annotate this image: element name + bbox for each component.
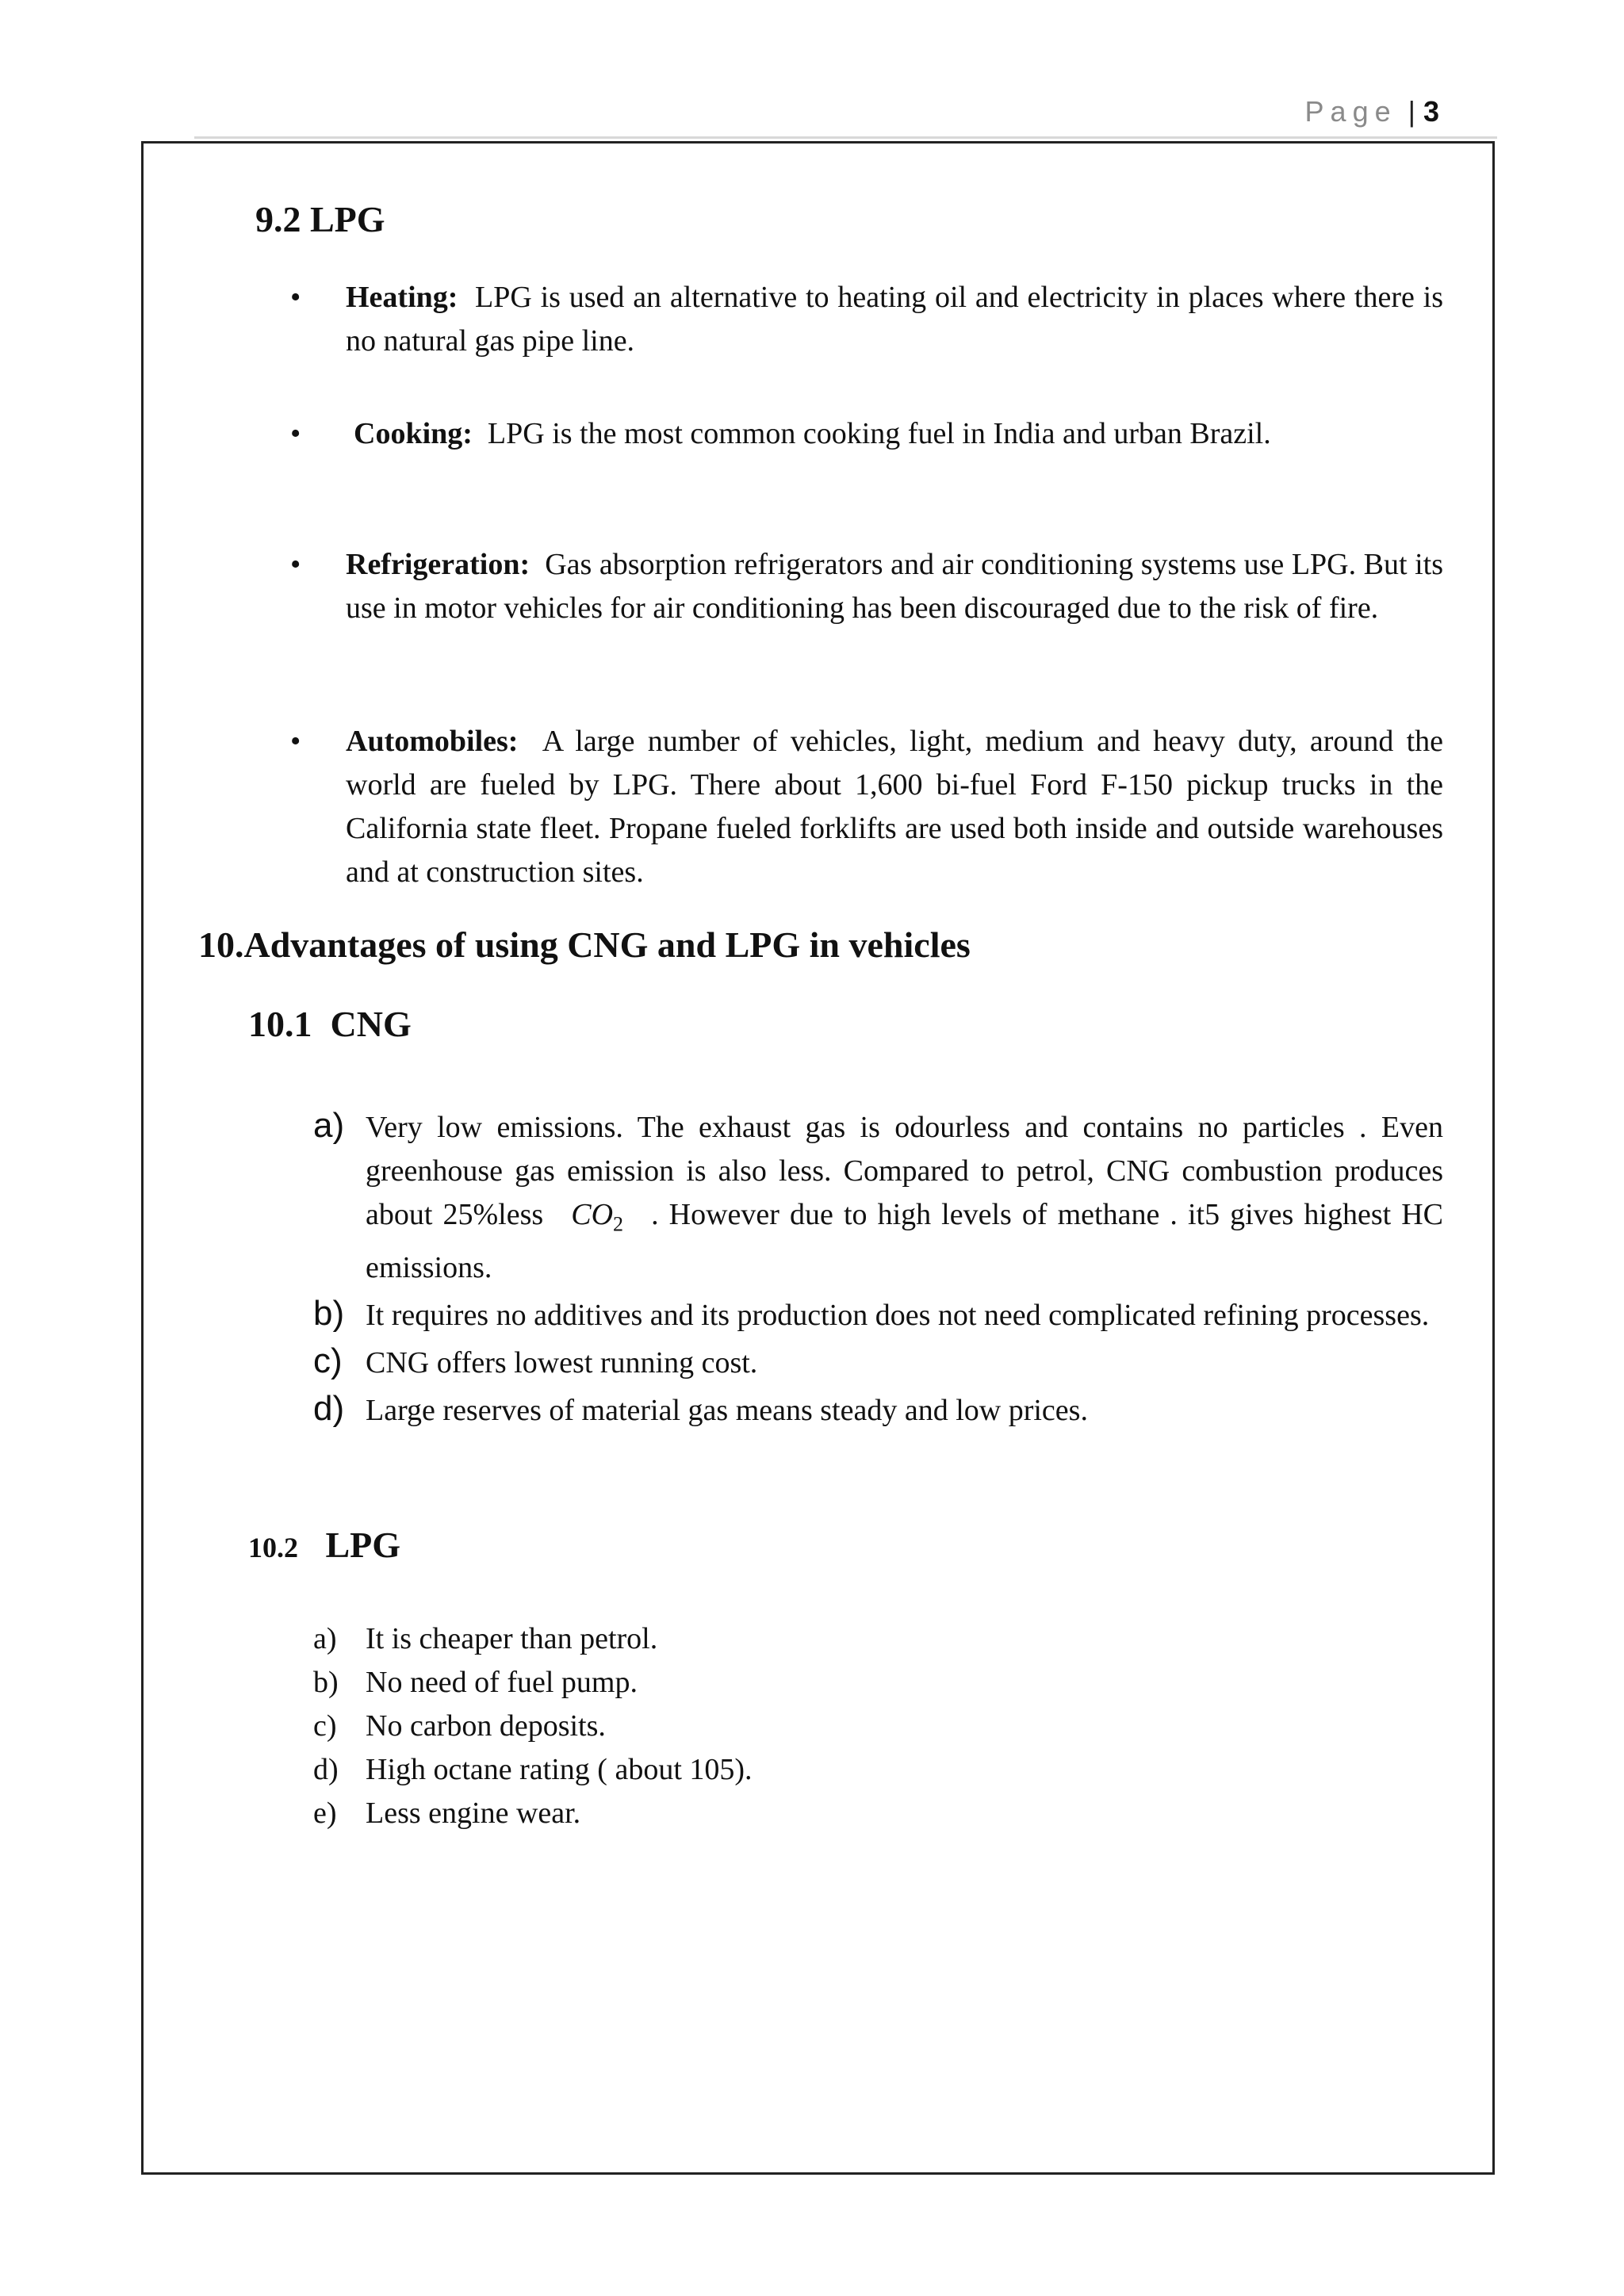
section-title: CNG: [330, 1004, 412, 1044]
bullet-icon: •: [290, 417, 301, 450]
page-separator: |: [1408, 95, 1415, 128]
section-10-2-heading: [248, 1524, 400, 1566]
list-item: [313, 1792, 1443, 1835]
list-text: . However due to high levels of methane . it5 gives highest HC emissions.: [366, 1198, 1444, 1284]
list-text: Very low emissions. The exhaust gas is odourless and contains no particles . Even greenhouse gas emission is also less. Compared to petrol, CNG combustion produces about 25%less: [366, 1111, 1443, 1231]
bullet-term: Cooking:: [354, 417, 473, 450]
list-text: No need of fuel pump.: [366, 1666, 638, 1699]
list-marker: c): [313, 1709, 337, 1743]
bullet-term: Automobiles:: [346, 725, 519, 758]
bullet-icon: •: [290, 281, 301, 314]
list-item: [313, 1748, 1443, 1792]
list-item: [313, 1389, 1443, 1433]
section-number: 10.2: [248, 1532, 298, 1563]
section-10-heading: 10.Advantages of using CNG and LPG in vehicles: [198, 924, 971, 965]
page-header: [1305, 95, 1439, 128]
list-text: CNG offers lowest running cost.: [366, 1345, 758, 1380]
bullet-term: Heating:: [346, 281, 458, 314]
header-rule: [194, 136, 1497, 139]
list-marker: b): [313, 1666, 339, 1699]
bullet-icon: •: [290, 725, 301, 758]
list-text: It requires no additives and its production does not need complicated refining processes.: [366, 1298, 1430, 1332]
section-9-2-heading: 9.2 LPG: [255, 199, 385, 239]
list-item: [313, 1294, 1443, 1337]
list-item: [313, 1661, 1443, 1705]
list-marker: e): [313, 1797, 337, 1830]
bullet-text: A large number of vehicles, light, medium and heavy duty, around the world are fueled by LPG. There about 1,600 bi-fuel Ford F-150 pickup trucks in the California state fleet. Propane fueled forklifts are used both inside and outside warehouses and at construction sites.: [346, 725, 1443, 889]
list-text: No carbon deposits.: [366, 1709, 606, 1743]
list-marker: c): [313, 1341, 343, 1380]
cng-advantages-list: [313, 1106, 1443, 1433]
list-marker: d): [313, 1388, 345, 1428]
co2-formula: $CO_2$: [571, 1198, 624, 1236]
bullet-term: Refrigeration:: [346, 548, 530, 581]
list-text: High octane rating ( about 105).: [366, 1753, 753, 1786]
list-marker: d): [313, 1753, 339, 1786]
page-number: 3: [1423, 95, 1439, 128]
list-item: [313, 1705, 1443, 1748]
list-item: [313, 1617, 1443, 1661]
list-marker: b): [313, 1293, 345, 1333]
list-marker: a): [313, 1106, 345, 1145]
list-marker: a): [313, 1622, 337, 1655]
list-text: It is cheaper than petrol.: [366, 1622, 658, 1655]
bullet-icon: •: [290, 548, 301, 581]
page-label: Page: [1304, 95, 1397, 128]
list-text: Large reserves of material gas means steady and low prices.: [366, 1393, 1088, 1427]
list-item: [313, 1341, 1443, 1385]
bullet-text: LPG is used an alternative to heating oil and electricity in places where there is no natural gas pipe line.: [346, 281, 1444, 358]
section-title: LPG: [325, 1525, 401, 1565]
section-10-1-heading: [248, 1003, 412, 1045]
list-text: Less engine wear.: [366, 1797, 581, 1830]
lpg-advantages-list: [313, 1617, 1443, 1835]
list-item: [313, 1106, 1443, 1290]
bullet-text: Gas absorption refrigerators and air conditioning systems use LPG. But its use in motor vehicles for air conditioning has been discouraged due to the risk of fire.: [346, 548, 1443, 625]
bullet-text: LPG is the most common cooking fuel in India and urban Brazil.: [487, 417, 1271, 450]
section-number: 10.1: [248, 1004, 312, 1044]
